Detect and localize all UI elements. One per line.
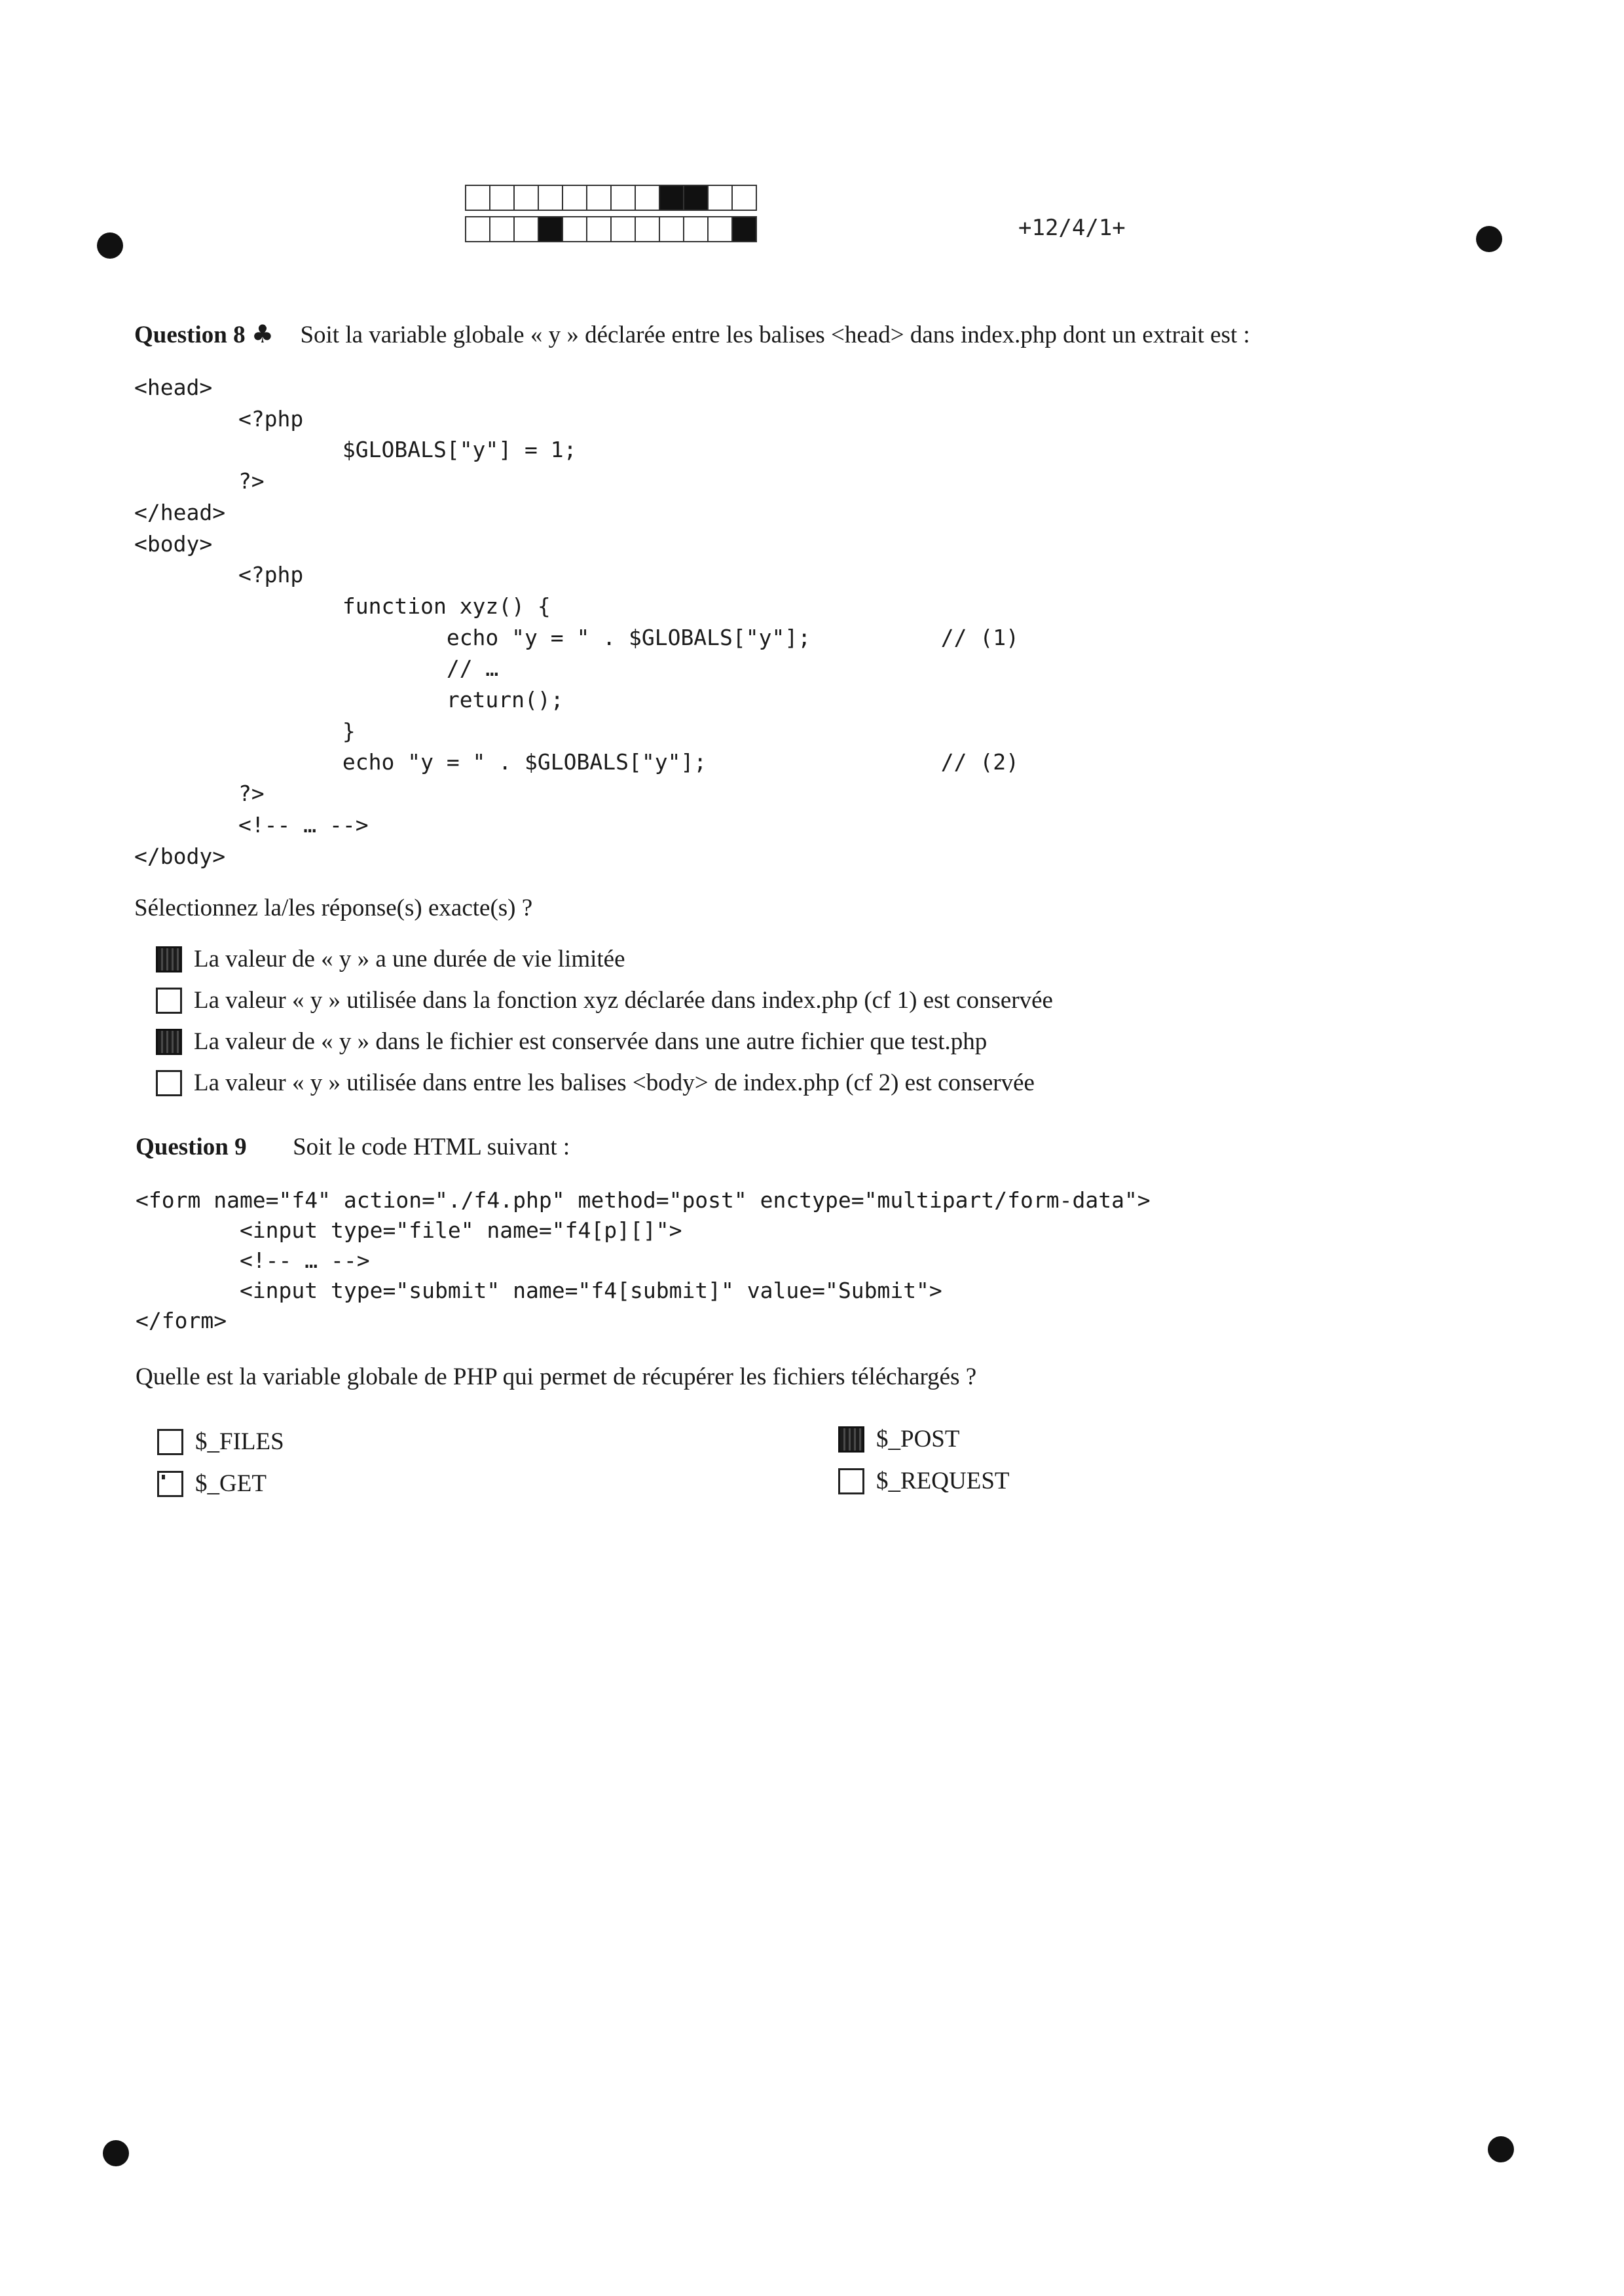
- code-cell: [707, 185, 733, 211]
- q9-option-files-label: $_FILES: [195, 1428, 284, 1455]
- code-cell: [465, 216, 490, 242]
- q8-option-3-checkbox[interactable]: [156, 1029, 182, 1055]
- q9-option-get[interactable]: [157, 1470, 267, 1498]
- q9-option-post[interactable]: [838, 1425, 959, 1453]
- question-9-prompt: Quelle est la variable globale de PHP qui permet de récupérer les fichiers téléchargés ?: [136, 1363, 977, 1390]
- question-8-header: [134, 318, 1250, 352]
- q8-option-1-label: La valeur de « y » a une durée de vie limitée: [194, 946, 625, 972]
- question-9-text: Soit le code HTML suivant :: [293, 1134, 570, 1160]
- code-cell: [683, 185, 709, 211]
- code-cell: [562, 216, 587, 242]
- question-9-label: Question 9: [136, 1134, 247, 1160]
- code-cell: [586, 216, 612, 242]
- question-8-prompt: Sélectionnez la/les réponse(s) exacte(s) ?: [134, 895, 533, 921]
- q9-option-request-checkbox[interactable]: [838, 1468, 864, 1494]
- registration-mark-top-left: [97, 232, 123, 259]
- question-8-code: <head> <?php $GLOBALS["y"] = 1; ?> </head> <body> <?php function xyz() { echo "y = " . $GLOBALS["y"]; // (1) // … return(); } echo "y = " . $GLOBALS["y"]; // (2) ?> <!-- … --> </body>: [134, 375, 1020, 869]
- code-cell: [513, 216, 539, 242]
- multiple-answer-club-icon: ♣: [251, 320, 274, 348]
- code-cell: [610, 216, 636, 242]
- q9-option-request-label: $_REQUEST: [876, 1468, 1010, 1494]
- q8-option-2[interactable]: [156, 986, 1053, 1014]
- code-cell: [731, 185, 757, 211]
- q8-option-2-checkbox[interactable]: [156, 988, 182, 1014]
- q9-option-post-checkbox[interactable]: [838, 1426, 864, 1453]
- code-cell: [562, 185, 587, 211]
- page-code-strip-top: [465, 185, 756, 211]
- code-cell: [707, 216, 733, 242]
- q9-option-request[interactable]: [838, 1467, 1010, 1495]
- code-cell: [465, 185, 490, 211]
- code-cell: [659, 216, 684, 242]
- code-cell: [489, 185, 515, 211]
- question-9-code: <form name="f4" action="./f4.php" method="post" enctype="multipart/form-data"> <input type="file" name="f4[p][]"> <!-- … --> <input type="submit" name="f4[submit]" value="Submit"> </form>: [136, 1187, 1151, 1333]
- q9-option-post-label: $_POST: [876, 1426, 960, 1453]
- question-8-label: Question 8: [134, 322, 246, 348]
- q8-option-4[interactable]: [156, 1069, 1035, 1097]
- q9-option-get-label: $_GET: [195, 1470, 267, 1497]
- page-id: +12/4/1+: [1018, 215, 1126, 241]
- code-cell: [683, 216, 709, 242]
- code-cell: [610, 185, 636, 211]
- registration-mark-bottom-left: [103, 2140, 129, 2166]
- q8-option-3[interactable]: [156, 1028, 987, 1056]
- question-9-header: [136, 1131, 570, 1164]
- code-cell: [538, 185, 563, 211]
- q8-option-1[interactable]: [156, 945, 625, 973]
- page-code-strip-bottom: [465, 216, 756, 242]
- q8-option-1-checkbox[interactable]: [156, 946, 182, 972]
- q8-option-4-label: La valeur « y » utilisée dans entre les balises <body> de index.php (cf 2) est conservée: [194, 1069, 1035, 1096]
- q8-option-2-label: La valeur « y » utilisée dans la fonction xyz déclarée dans index.php (cf 1) est conservée: [194, 987, 1053, 1014]
- q8-option-3-label: La valeur de « y » dans le fichier est conservée dans une autre fichier que test.php: [194, 1028, 987, 1055]
- code-cell: [731, 216, 757, 242]
- code-cell: [659, 185, 684, 211]
- registration-mark-bottom-right: [1488, 2136, 1514, 2162]
- q9-option-get-checkbox[interactable]: [157, 1471, 183, 1497]
- q9-option-files[interactable]: [157, 1428, 284, 1456]
- q8-option-4-checkbox[interactable]: [156, 1070, 182, 1096]
- code-cell: [635, 216, 660, 242]
- code-cell: [586, 185, 612, 211]
- q9-option-files-checkbox[interactable]: [157, 1429, 183, 1455]
- code-cell: [489, 216, 515, 242]
- registration-mark-top-right: [1476, 226, 1502, 252]
- code-cell: [538, 216, 563, 242]
- question-8-text: Soit la variable globale « y » déclarée entre les balises <head> dans index.php dont un extrait est :: [300, 322, 1250, 348]
- code-cell: [513, 185, 539, 211]
- code-cell: [635, 185, 660, 211]
